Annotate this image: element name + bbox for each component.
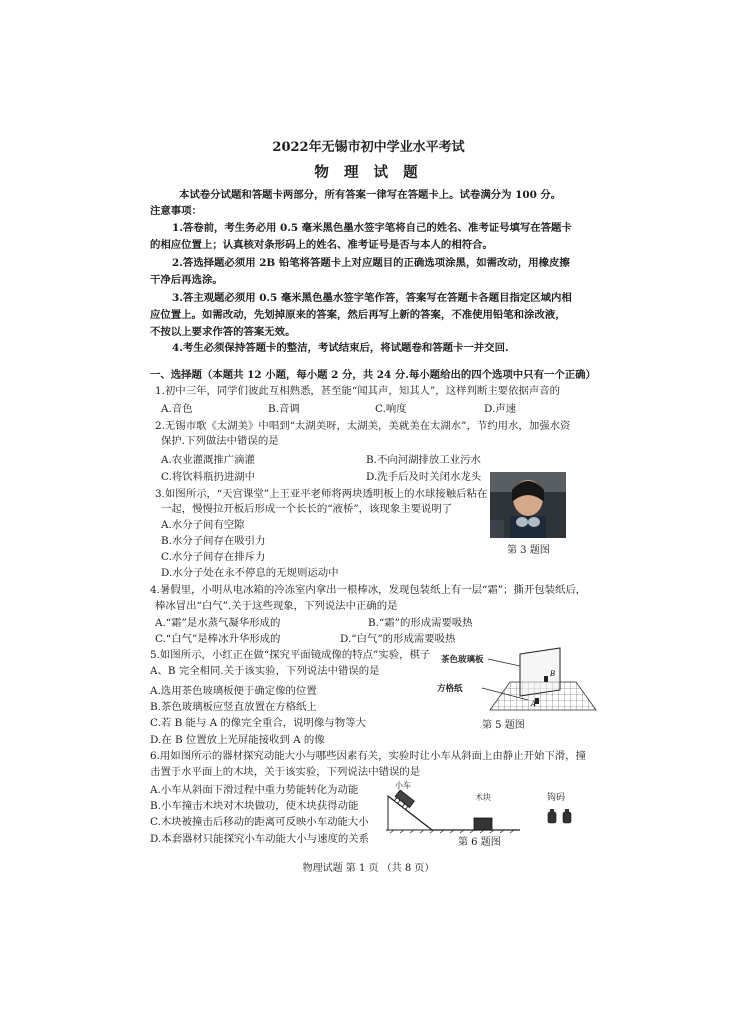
q5-label-a: A [531,700,537,708]
q6-option-c: C.木块被撞击后移动的距离可反映小车动能大小 [150,816,369,828]
subject-title: 物 理 试 题 [314,164,423,181]
q5-paper-label: 方格纸 [437,684,463,694]
q3-option-a: A.水分子间有空隙 [161,519,245,531]
notice-3-line-2: 应位置上。如需改动，先划掉原来的答案，然后再写上新的答案，不准使用铅笔和涂改液， [150,309,566,321]
q5-option-a: A.选用茶色玻璃板便于确定像的位置 [150,685,317,697]
q6-cart-label: 小车 [395,781,411,790]
q3-photo [490,472,566,538]
q6-figure-caption: 第 6 题图 [458,837,501,848]
wood-block-shape [474,818,492,830]
weights-shape [548,809,571,823]
q3-stem-2: 一起，慢慢拉开板后形成一个长长的“液桥”，该现象主要说明了 [161,503,453,515]
q1-option-b: B.音调 [268,403,300,415]
q2-stem-2: 保护.下列做法中错误的是 [161,435,279,447]
q5-option-c: C.若 B 能与 A 的像完全重合，说明像与物等大 [150,717,366,729]
intro-line: 本试卷分试题和答题卡两部分，所有答案一律写在答题卡上。试卷满分为 100 分。 [179,189,562,201]
q3-option-c: C.水分子间存在排斥力 [161,551,266,563]
q3-option-d: D.水分子处在永不停息的无规则运动中 [161,567,339,579]
q2-stem-1: 2.无锡市歌《太湖美》中唱到“太湖美呀，太湖美，美就美在太湖水”，节约用水，加强水资 [155,420,571,432]
q3-stem-1: 3.如图所示，“天宫课堂”上王亚平老师将两块透明板上的水球接触后粘在 [155,488,488,500]
notice-4: 4.考生必须保持答题卡的整洁，考试结束后，将试题卷和答题卡一并交回. [172,342,509,354]
q6-option-d: D.本套器材只能探究小车动能大小与速度的关系 [150,833,370,845]
q4-option-c: C.“白气”是棒冰升华形成的 [155,633,281,645]
q6-stem-1: 6.用如图所示的器材探究动能大小与哪些因素有关，实验时让小车从斜面上由静止开始下滑，撞 [150,750,586,762]
q6-weight-label: 钩码 [547,793,566,803]
q1-option-a: A.音色 [161,403,193,415]
q1-stem: 1.初中三年，同学们彼此互相熟悉，甚至能“闻其声，知其人”，这样判断主要依据声音的 [155,385,560,397]
notice-1-line-1: 1.答卷前，考生务必用 0.5 毫米黑色墨水签字笔将自己的姓名、准考证号填写在答题卡 [172,222,572,234]
q6-block-label: 木块 [475,793,491,802]
notice-3-line-3: 不按以上要求作答的答案无效。 [150,326,296,338]
q1-option-d: D.声速 [484,403,517,415]
q5-label-b: B [550,670,556,678]
q3-figure-caption: 第 3 题图 [507,545,550,556]
notice-1-line-2: 的相应位置上；认真核对条形码上的姓名、准考证号是否与本人的相符合。 [150,239,493,251]
page-footer: 物理试题 第 1 页 （共 8 页） [302,863,435,874]
q4-stem-2: 棒冰冒出“白气”.关于这些现象，下列说法中正确的是 [155,600,398,612]
section-heading: 一、选择题（本题共 12 小题，每小题 2 分，共 24 分.每小题给出的四个选项中只有一个正确） [150,369,596,381]
q2-option-b: B.不向河湖排放工业污水 [366,454,481,466]
q5-figure-caption: 第 5 题图 [482,720,525,731]
q6-option-a: A.小车从斜面下滑过程中重力势能转化为动能 [150,784,359,796]
q4-stem-1: 4.暑假里，小明从电冰箱的冷冻室内拿出一根棒冰，发现包装纸上有一层“霜”；撕开包装纸后， [150,584,587,596]
q2-option-c: C.将饮料瓶扔进湖中 [161,471,256,483]
q2-option-d: D.洗手后及时关闭水龙头 [366,471,482,483]
q5-option-b: B.茶色玻璃板应竖直放置在方格纸上 [150,701,317,713]
exam-title: 2022年无锡市初中学业水平考试 [272,140,465,155]
notice-3-line-1: 3.答主观题必须用 0.5 毫米黑色墨水签字笔作答，答案写在答题卡各题目指定区域内相 [172,292,572,304]
q4-option-b: B.“霜”的形成需要吸热 [368,617,473,629]
q6-stem-2: 击置于水平面上的木块，关于该实验，下列说法中错误的是 [150,766,421,778]
q6-option-b: B.小车撞击木块对木块做功，使木块获得动能 [150,800,359,812]
q4-option-d: D.“白气”的形成需要吸热 [340,633,456,645]
q3-option-b: B.水分子间存在吸引力 [161,535,266,547]
q5-stem-1: 5.如图所示，小红正在做“探究平面镜成像的特点”实验，棋子 [150,649,431,661]
notice-2-line-1: 2.答选择题必须用 2B 铅笔将答题卡上对应题目的正确选项涂黑，如需改动，用橡皮擦 [172,257,570,269]
q5-glass-label: 茶色玻璃板 [441,655,484,665]
q1-option-c: C.响度 [375,403,407,415]
q5-stem-2: A、B 完全相同.关于该实验，下列说法中错误的是 [150,665,380,677]
notice-2-line-2: 干净后再选涂。 [150,274,223,286]
notice-heading: 注意事项： [150,205,202,217]
q5-option-d: D.在 B 位置放上光屏能接收到 A 的像 [150,734,325,746]
q4-option-a: A.“霜”是水蒸气凝华形成的 [155,617,281,629]
q2-option-a: A.农业灌溉推广滴灌 [161,454,255,466]
